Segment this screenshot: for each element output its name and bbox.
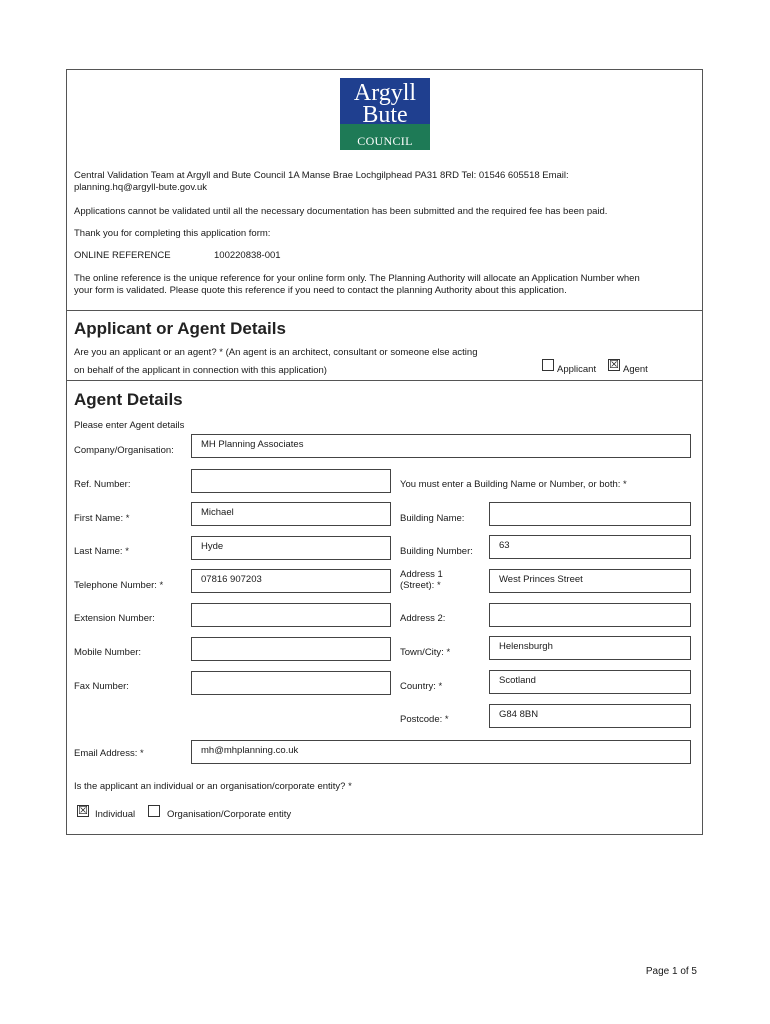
email-field[interactable]: mh@mhplanning.co.uk (191, 740, 691, 764)
validation-notice: Applications cannot be validated until all the necessary documentation has been submitted and the required fee has been paid. (74, 206, 608, 217)
agent-checkbox[interactable]: ☒ (609, 359, 619, 371)
country-field[interactable]: Scotland (489, 670, 691, 694)
building-name-field[interactable] (489, 502, 691, 526)
building-name-label: Building Name: (400, 513, 465, 524)
address1-field[interactable]: West Princes Street (489, 569, 691, 593)
agent-intro: Please enter Agent details (74, 420, 185, 431)
address1-label-line-2: (Street): * (400, 580, 441, 591)
town-label: Town/City: * (400, 647, 451, 658)
individual-checkbox[interactable]: ☒ (78, 805, 88, 817)
section-divider (67, 310, 702, 311)
section-divider (67, 380, 702, 381)
company-field[interactable]: MH Planning Associates (191, 434, 691, 458)
company-label: Company/Organisation: (74, 445, 174, 456)
organisation-label: Organisation/Corporate entity (167, 809, 292, 820)
last-name-field[interactable]: Hyde (191, 536, 391, 560)
online-ref-value: 100220838-001 (214, 250, 281, 261)
address2-label: Address 2: (400, 613, 446, 624)
applicant-section-title: Applicant or Agent Details (74, 319, 286, 338)
extension-label: Extension Number: (74, 613, 155, 624)
ref-note-line-2: your form is validated. Please quote this reference if you need to contact the planning Authority about this application. (74, 285, 567, 296)
organisation-checkbox[interactable] (148, 805, 160, 817)
applicant-question-line-1: Are you an applicant or an agent? * (An agent is an architect, consultant or someone else acting (74, 347, 478, 358)
postcode-label: Postcode: * (400, 714, 449, 725)
mobile-label: Mobile Number: (74, 647, 142, 658)
town-field[interactable]: Helensburgh (489, 636, 691, 660)
extension-field[interactable] (191, 603, 391, 627)
mobile-field[interactable] (191, 637, 391, 661)
thanks-text: Thank you for completing this application form: (74, 228, 271, 239)
entity-question: Is the applicant an individual or an organisation/corporate entity? * (74, 781, 352, 792)
first-name-field[interactable]: Michael (191, 502, 391, 526)
address1-label-line-1: Address 1 (400, 569, 443, 580)
building-note: You must enter a Building Name or Number, or both: * (400, 479, 627, 490)
building-number-label: Building Number: (400, 546, 473, 557)
agent-option-label: Agent (623, 364, 648, 375)
page-number: Page 1 of 5 (645, 966, 697, 977)
logo-text-line1: Argyll (353, 80, 417, 106)
ref-number-label: Ref. Number: (74, 479, 131, 490)
address2-field[interactable] (489, 603, 691, 627)
applicant-question-line-2: on behalf of the applicant in connection with this application) (74, 365, 327, 376)
contact-line-1: Central Validation Team at Argyll and Bute Council 1A Manse Brae Lochgilphead PA31 8RD Tel: 01546 605518 Email: (74, 170, 569, 181)
telephone-field[interactable]: 07816 907203 (191, 569, 391, 593)
country-label: Country: * (400, 681, 443, 692)
fax-field[interactable] (191, 671, 391, 695)
online-ref-label: ONLINE REFERENCE (74, 250, 171, 261)
applicant-checkbox[interactable] (542, 359, 554, 371)
building-number-field[interactable]: 63 (489, 535, 691, 559)
contact-line-2: planning.hq@argyll-bute.gov.uk (74, 182, 208, 193)
council-logo (340, 78, 430, 150)
applicant-option-label: Applicant (557, 364, 597, 375)
ref-note-line-1: The online reference is the unique reference for your online form only. The Planning Authority will allocate an Application Number when (74, 273, 640, 284)
individual-label: Individual (95, 809, 136, 820)
email-label: Email Address: * (74, 748, 144, 759)
postcode-field[interactable]: G84 8BN (489, 704, 691, 728)
form-frame (66, 69, 703, 835)
telephone-label: Telephone Number: * (74, 580, 164, 591)
ref-number-field[interactable] (191, 469, 391, 493)
last-name-label: Last Name: * (74, 546, 129, 557)
agent-section-title: Agent Details (74, 390, 183, 409)
logo-text-line2: Bute (362, 102, 408, 128)
logo-text-line3: COUNCIL (357, 134, 413, 148)
fax-label: Fax Number: (74, 681, 129, 692)
first-name-label: First Name: * (74, 513, 130, 524)
